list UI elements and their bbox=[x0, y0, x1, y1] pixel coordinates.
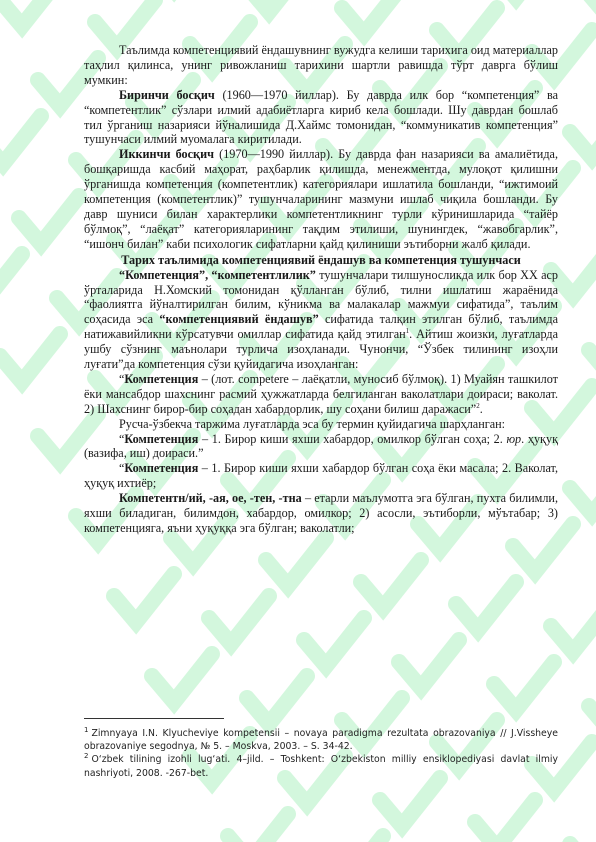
stage-one-label: Биринчи босқич bbox=[119, 87, 215, 102]
paragraph-definition-three bbox=[84, 491, 558, 536]
footnote-ref-2[interactable]: 2 bbox=[476, 401, 480, 410]
text-run: . ҳуқуқ (вазифа, иш) доираси.” bbox=[84, 431, 558, 461]
watermark-mark bbox=[209, 596, 269, 644]
watermark-mark bbox=[19, 196, 79, 244]
text-run: – етарли маълумотга эга бўлган, пухта билимли, яхши биладиган, билимдон, хабардор, омилкор; 2) асосли, эътиборли, мўътабар; 3) компетенцияга, яъни ҳуқуққа эга бўлган; ваколатли; bbox=[84, 491, 558, 535]
watermark-mark bbox=[589, 328, 596, 376]
text-run: – 1. Бирор киши яхши хабардор бўлган соҳа ёки масала; 2. Ваколат, ҳуқуқ ихтиёр; bbox=[84, 461, 558, 491]
text-run: – 1. Бирор киши яхши хабардор, омилкор бўлган соҳа; 2. bbox=[198, 431, 507, 446]
watermark-mark bbox=[570, 110, 596, 158]
watermark-mark bbox=[152, 654, 212, 702]
watermark-mark bbox=[456, 582, 516, 630]
text-run: сифатида талқин этилган бўлиб, таълимда натижавийликни кўрсатувчи омиллар сифатида қайд этилган bbox=[84, 312, 558, 342]
watermark-mark bbox=[0, 334, 60, 382]
footnote-text: O‘zbek tilining izohli lug‘ati. 4–jild. – Toshkent: O‘zbekiston milliy ensiklopediyasi davlat ilmiy nashriyoti, 2008. -267-bet. bbox=[84, 754, 558, 779]
stage-two-label: Иккинчи босқич bbox=[119, 147, 214, 162]
term-bold: Компетенция bbox=[124, 431, 199, 446]
term-bold: Компетенция bbox=[124, 371, 199, 386]
stage-one-text: (1960—1970 йиллар). Бу даврда илк бор “компетенция” ва “компетентлик” сўзлари илмий адабиётларга кириб кела бошлади. Шу даврдан бошлаб тил ўрганиш назарияси йўналишида Д.Хаймс томонидан, “коммуникатив компетенция” тушунчаси илмий муомалага киритилади. bbox=[84, 87, 558, 147]
text-run: тушунчалари тилшуносликда илк бор XX аср ўрталарида Н.Хомский томонидан қўлланган бўлиб, тилни ишлатиш жараёнида “фаолиятга йўналтирилган билим, кўникма ва малакалар мажмуи сифатида”, таълим соҳасида эса bbox=[84, 267, 558, 327]
quote-mark: “ bbox=[119, 431, 125, 446]
section-heading: Тарих таълимида компетенциявий ёндашув ва компетенция тушунчаси bbox=[121, 252, 521, 267]
paragraph-stage-two bbox=[84, 147, 558, 251]
paragraph-stage-one bbox=[84, 88, 558, 148]
watermark-mark bbox=[475, 800, 535, 842]
footnote-number: 1 bbox=[84, 725, 89, 734]
term-bold: “компетенциявий ёндашув” bbox=[159, 312, 319, 327]
paragraph-competence-definition bbox=[84, 268, 558, 372]
footnote-text: Zimnyaya I.N. Klyucheviye kompetensii – novaya paradigma rezultata obrazovaniya // J.Vissheye obrazovaniye segodnya, № 5. – Moskva, 2003. – S. 34-42. bbox=[84, 728, 558, 753]
watermark-mark bbox=[266, 538, 326, 586]
watermark-mark bbox=[570, 466, 596, 514]
watermark-mark bbox=[551, 604, 596, 652]
paragraph-intro: Таълимда компетенциявий ёндашувнинг вужудга келиши тарихига оид материаллар таҳлил қилинса, унинг ривожланиш тарихини шартли равишда тўрт даврга бўлиш мумкин: bbox=[84, 43, 558, 87]
term-bold: Компетенция bbox=[124, 461, 199, 476]
footnotes bbox=[84, 727, 558, 780]
stage-two-text: (1970—1990 йиллар). Бу даврда фан назарияси ва амалиётида, бошқаришда касбий маҳорат, раҳбарлик қилишда, менежментда, мулоқот қилишни ўрганишда компетенция (компетентлик) категориялари ишлатила бошланди, “ижтимоий компетенция (компетентлик)” тушунчаларининг мазмуни ишлаб чиқила бошланди. Бу давр шуниси билан характерлики компетентликнинг турли кўринишларида “тайёр бўлмоқ”, “лаёқат” категорияларининг тақдим этилиши, шунингдек, “жавобгарлик”, “ишонч билан” каби психологик сифатларни қайд қилиниши эътиборни жалб қилади. bbox=[84, 147, 558, 251]
watermark-mark bbox=[0, 254, 22, 302]
paragraph-definition-one bbox=[84, 432, 558, 462]
paragraph-russian-dictionary: Русча-ўзбекча таржима луғатларда эса бу термин қуйидагича шарҳланган: bbox=[119, 416, 506, 431]
term-bold: “Компетенция”, “компетентлилик” bbox=[119, 267, 316, 282]
watermark-mark bbox=[323, 836, 383, 842]
watermark-mark bbox=[228, 814, 288, 842]
watermark-mark bbox=[0, 116, 41, 164]
paragraph-dictionary-quote bbox=[84, 372, 558, 417]
watermark-mark bbox=[0, 0, 60, 26]
watermark-mark bbox=[304, 618, 364, 666]
quote-mark: “ bbox=[119, 371, 125, 386]
watermark-mark bbox=[247, 0, 307, 12]
footnote-1 bbox=[84, 727, 558, 753]
watermark-mark bbox=[95, 0, 155, 48]
text-run: . Айтиш жоизки, луғатларда ушбу сўзнинг маънолари турлича изоҳланади. Чунончи, “Ўзбек тилининг изоҳли луғати”да компетенция сўзи қуйидагича изоҳланган: bbox=[84, 327, 558, 372]
footnote-separator bbox=[84, 718, 224, 719]
watermark-mark bbox=[342, 0, 402, 34]
text-run: . bbox=[479, 401, 483, 416]
footnote-2 bbox=[84, 753, 558, 779]
watermark-mark bbox=[361, 560, 421, 608]
term-bold: Компетентн/ий, -ая, ое, -тен, -тна bbox=[119, 491, 302, 506]
document-body bbox=[84, 43, 558, 536]
quote-mark: “ bbox=[119, 461, 125, 476]
watermark-mark bbox=[380, 778, 440, 826]
abbrev-italic: юр bbox=[506, 431, 522, 446]
watermark-mark bbox=[570, 822, 596, 842]
watermark-mark bbox=[114, 574, 174, 622]
watermark-mark bbox=[589, 684, 596, 732]
watermark-mark bbox=[247, 676, 307, 724]
footnote-ref-1[interactable]: 1 bbox=[405, 327, 410, 336]
watermark-mark bbox=[589, 0, 596, 20]
watermark-mark bbox=[399, 640, 459, 688]
text-run: – (лот. competere – лаёқатли, муносиб бўлмоқ). 1) Муайян ташкилот ёки мансабдор шахснинг расмий ҳужжатларда белгиланган ваколатлари доираси; ваколат. 2) Шахснинг бирор-бир соҳадан хабардорлик, шу соҳани билиш даражаси” bbox=[84, 371, 558, 416]
watermark-mark bbox=[494, 662, 554, 710]
paragraph-definition-two bbox=[84, 461, 558, 491]
footnote-number: 2 bbox=[84, 752, 89, 761]
